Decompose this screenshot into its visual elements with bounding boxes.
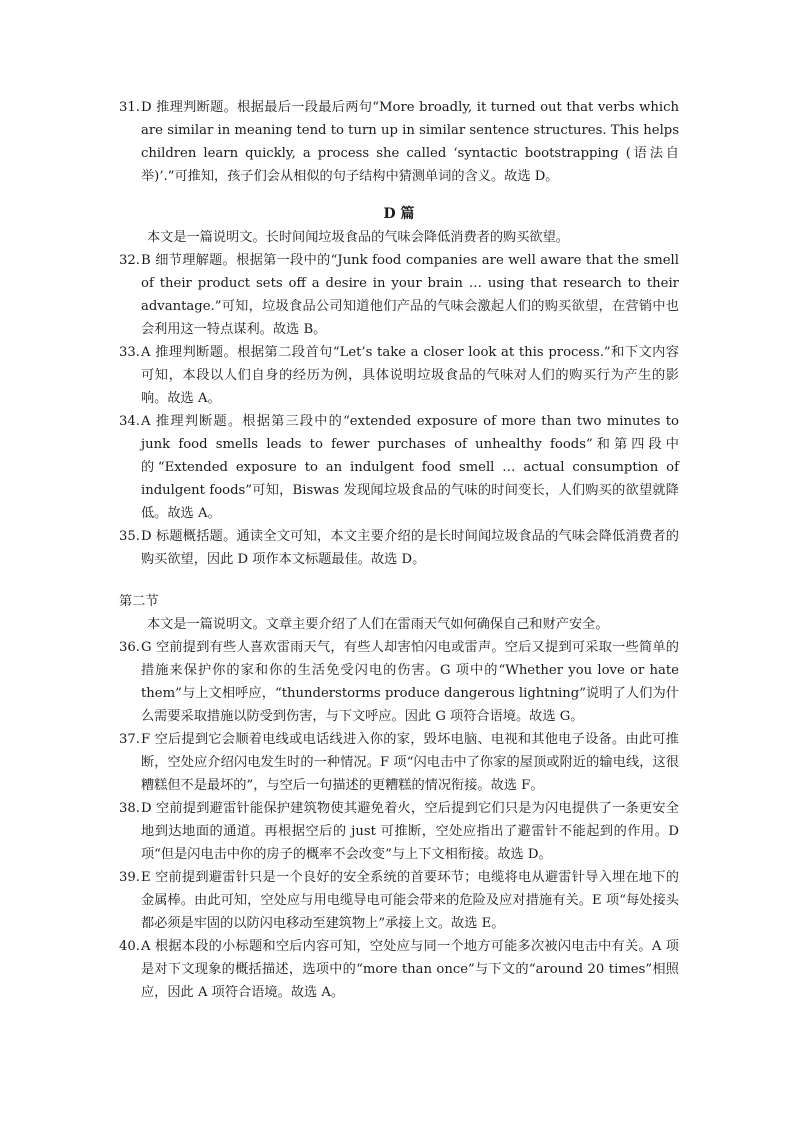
answer-text: B 细节理解题。根据第一段中的“Junk food companies are well aware that the smell of their product sets off a desire in your brain … using that research to their advantage.”可知，垃圾食品公司知道他们产品的气味会激起人们的购买欲望，在营销中也会利用这一特点谋利。故选 B。 (141, 253, 679, 337)
answer-36 (119, 636, 679, 728)
answer-33 (119, 341, 679, 410)
answer-37 (119, 728, 679, 797)
answer-38 (119, 797, 679, 866)
answer-40 (119, 935, 679, 1004)
answer-31 (119, 96, 679, 188)
answer-text: D 推理判断题。根据最后一段最后两句“More broadly, it turned out that verbs which are similar in meaning tend to turn up in similar sentence structures. This helps children learn quickly, a process she called ‘syntactic bootstrapping (语法自举)’.”可推知，孩子们会从相似的句子结构中猜测单词的含义。故选 D。 (141, 100, 679, 184)
question-number: 31. (119, 100, 140, 115)
answer-text: D 空前提到避雷针能保护建筑物使其避免着火，空后提到它们只是为闪电提供了一条更安全地到达地面的通道。再根据空后的 just 可推断，空处应指出了避雷针不能起到的作用。D 项“但是闪电击中你的房子的概率不会改变”与上下文相衔接。故选 D。 (141, 801, 679, 862)
question-number: 36. (119, 640, 140, 655)
answer-text: D 标题概括题。通读全文可知，本文主要介绍的是长时间闻垃圾食品的气味会降低消费者的购买欲望，因此 D 项作本文标题最佳。故选 D。 (141, 529, 679, 567)
section-2-title: 第二节 (119, 594, 159, 609)
question-number: 38. (119, 801, 140, 816)
question-number: 32. (119, 253, 140, 268)
answer-35 (119, 525, 679, 571)
answer-text: A 根据本段的小标题和空后内容可知，空处应与同一个地方可能多次被闪电击中有关。A 项是对下文现象的概括描述，选项中的“more than once”与下文的“around 20 times”相照应，因此 A 项符合语境。故选 A。 (141, 939, 679, 1000)
question-number: 35. (119, 529, 140, 544)
answer-32 (119, 249, 679, 341)
part-d-title: D 篇 (383, 206, 415, 222)
answer-text: G 空前提到有些人喜欢雷雨天气，有些人却害怕闪电或雷声。空后又提到可采取一些简单的措施来保护你的家和你的生活免受闪电的伤害。G 项中的“Whether you love or hate them”与上文相呼应，“thunderstorms produce dangerous lightning”说明了人们为什么需要采取措施以防受到伤害，与下文呼应。因此 G 项符合语境。故选 G。 (141, 640, 679, 724)
answer-text: A 推理判断题。根据第二段首句“Let’s take a closer look at this process.”和下文内容可知，本段以人们自身的经历为例，具体说明垃圾食品的气味对人们的购买行为产生的影响。故选 A。 (141, 345, 679, 406)
question-number: 34. (119, 414, 140, 429)
question-number: 37. (119, 732, 140, 747)
answer-39 (119, 866, 679, 935)
part-d-intro: 本文是一篇说明文。长时间闻垃圾食品的气味会降低消费者的购买欲望。 (147, 230, 569, 245)
question-number: 40. (119, 939, 140, 954)
answer-34 (119, 410, 679, 525)
answer-explanations (119, 96, 679, 1004)
answer-text: A 推理判断题。根据第三段中的“extended exposure of more than two minutes to junk food smells leads to fewer purchases of unhealthy foods”和第四段中的“Extended exposure to an indulgent food smell … actual consumption of indulgent foods”可知，Biswas 发现闻垃圾食品的气味的时间变长，人们购买的欲望就降低。故选 A。 (141, 414, 679, 521)
question-number: 39. (119, 870, 140, 885)
section-2-intro: 本文是一篇说明文。文章主要介绍了人们在雷雨天气如何确保自己和财产安全。 (147, 617, 609, 632)
question-number: 33. (119, 345, 140, 360)
answer-text: F 空后提到它会顺着电线或电话线进入你的家，毁坏电脑、电视和其他电子设备。由此可推断，空处应介绍闪电发生时的一种情况。F 项“闪电击中了你家的屋顶或附近的输电线，这很糟糕但不是最坏的”，与空后一句描述的更糟糕的情况衔接。故选 F。 (141, 732, 679, 793)
answer-text: E 空前提到避雷针只是一个良好的安全系统的首要环节；电缆将电从避雷针导入埋在地下的金属棒。由此可知，空处应与用电缆导电可能会带来的危险及应对措施有关。E 项“每处接头都必须是牢固的以防闪电移动至建筑物上”承接上文。故选 E。 (141, 870, 679, 931)
